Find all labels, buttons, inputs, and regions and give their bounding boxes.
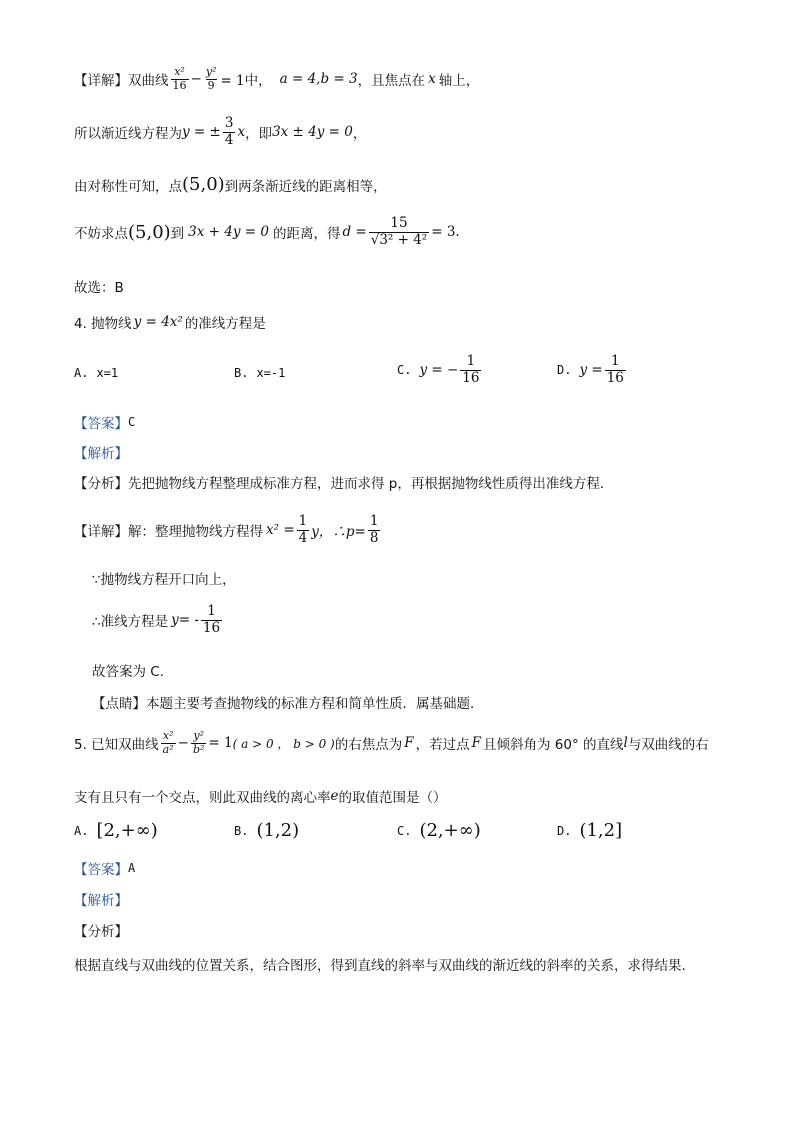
question-5-stem-line2: 支有且只有一个交点，则此双曲线的离心率 e 的取值范围是（） <box>74 788 447 806</box>
q4-option-d[interactable]: D. y = $\frac{1}{16}$ <box>557 353 624 386</box>
q4-because: ∵抛物线方程开口向上， <box>92 572 236 588</box>
detail-line-1: 【详解】 双曲线 $\frac{\text{x²}}{16}$ − $\frac{\text{y²}}{9}$ = 1中， a = 4,b = 3 ，且焦点在 x 轴上， <box>74 65 480 92</box>
q5-fenxi: 根据直线与双曲线的位置关系，结合图形，得到直线的斜率与双曲线的渐近线的斜率的关系，求得结果. <box>74 958 686 974</box>
fraction: $\frac{\text{y²}}{9}$ <box>205 65 217 92</box>
q4-answer: 【答案】 C <box>74 412 135 432</box>
q5-option-c[interactable]: C. (2,+∞) <box>397 820 481 841</box>
q4-fenxi: 【分析】 先把抛物线方程整理成标准方程，进而求得 p，再根据抛物线性质得出准线方程． <box>74 476 614 492</box>
detail-line-2: 所以渐近线方程为 y = ± $\frac{3}{4}$ x ，即 3x ± 4y = 0 ， <box>74 115 367 148</box>
q4-option-c[interactable]: C. y = − $\frac{1}{16}$ <box>397 353 480 386</box>
fraction: $\frac{15}{\text{√3² + 4²}}$ <box>370 215 428 248</box>
question-5-stem: 5. 已知双曲线 $\frac{\text{x²}}{\text{a²}}$ − $\frac{\text{y²}}{\text{b²}}$ = 1 ( a > 0 ， b > 0 ) 的右焦点为 F ，若过点 F 且倾斜角为 60° 的直线 l 与双曲线的右 <box>74 729 709 756</box>
question-4-stem: 4. 抛物线 y = 4x² 的准线方程是 <box>74 314 266 332</box>
q4-therefore: ∴准线方程是 y= - $\frac{1}{16}$ <box>92 603 221 636</box>
detail-line-4: 不妨求点 (5,0) 到 3x + 4y = 0 的距离，得 d = $\frac{15}{\text{√3² + 4²}}$ = 3. <box>74 215 460 248</box>
detail-tag: 【详解】 <box>74 73 128 90</box>
q4-option-a[interactable]: A. x=1 <box>74 366 119 380</box>
q4-dianjing: 【点睛】 本题主要考查抛物线的标准方程和简单性质．属基础题． <box>92 696 484 712</box>
q4-conclusion: 故答案为 C. <box>92 664 165 680</box>
detail-line-3: 由对称性可知，点 (5,0) 到两条渐近线的距离相等， <box>74 174 387 195</box>
fraction: $\frac{\text{x²}}{16}$ <box>172 65 187 92</box>
q5-option-b[interactable]: B. (1,2) <box>234 820 300 841</box>
q5-answer: 【答案】 A <box>74 858 135 878</box>
q5-option-a[interactable]: A. [2,+∞) <box>74 820 158 841</box>
answer-tag: 【答案】 <box>74 416 128 432</box>
q5-fenxi-tag: 【分析】 <box>74 924 128 940</box>
q4-analysis-tag: 【解析】 <box>74 446 128 462</box>
q5-analysis-tag: 【解析】 <box>74 893 128 909</box>
q4-option-b[interactable]: B. x=-1 <box>234 366 286 380</box>
detail-line-5: 故选：B <box>74 280 124 296</box>
fraction: $\frac{3}{4}$ <box>224 115 234 148</box>
q5-option-d[interactable]: D. (1,2] <box>557 820 623 841</box>
q4-detail: 【详解】 解：整理抛物线方程得 x² = $\frac{1}{4}$ y，∴p= $\frac{1}{8}$ <box>74 513 379 546</box>
answer-tag: 【答案】 <box>74 862 128 878</box>
